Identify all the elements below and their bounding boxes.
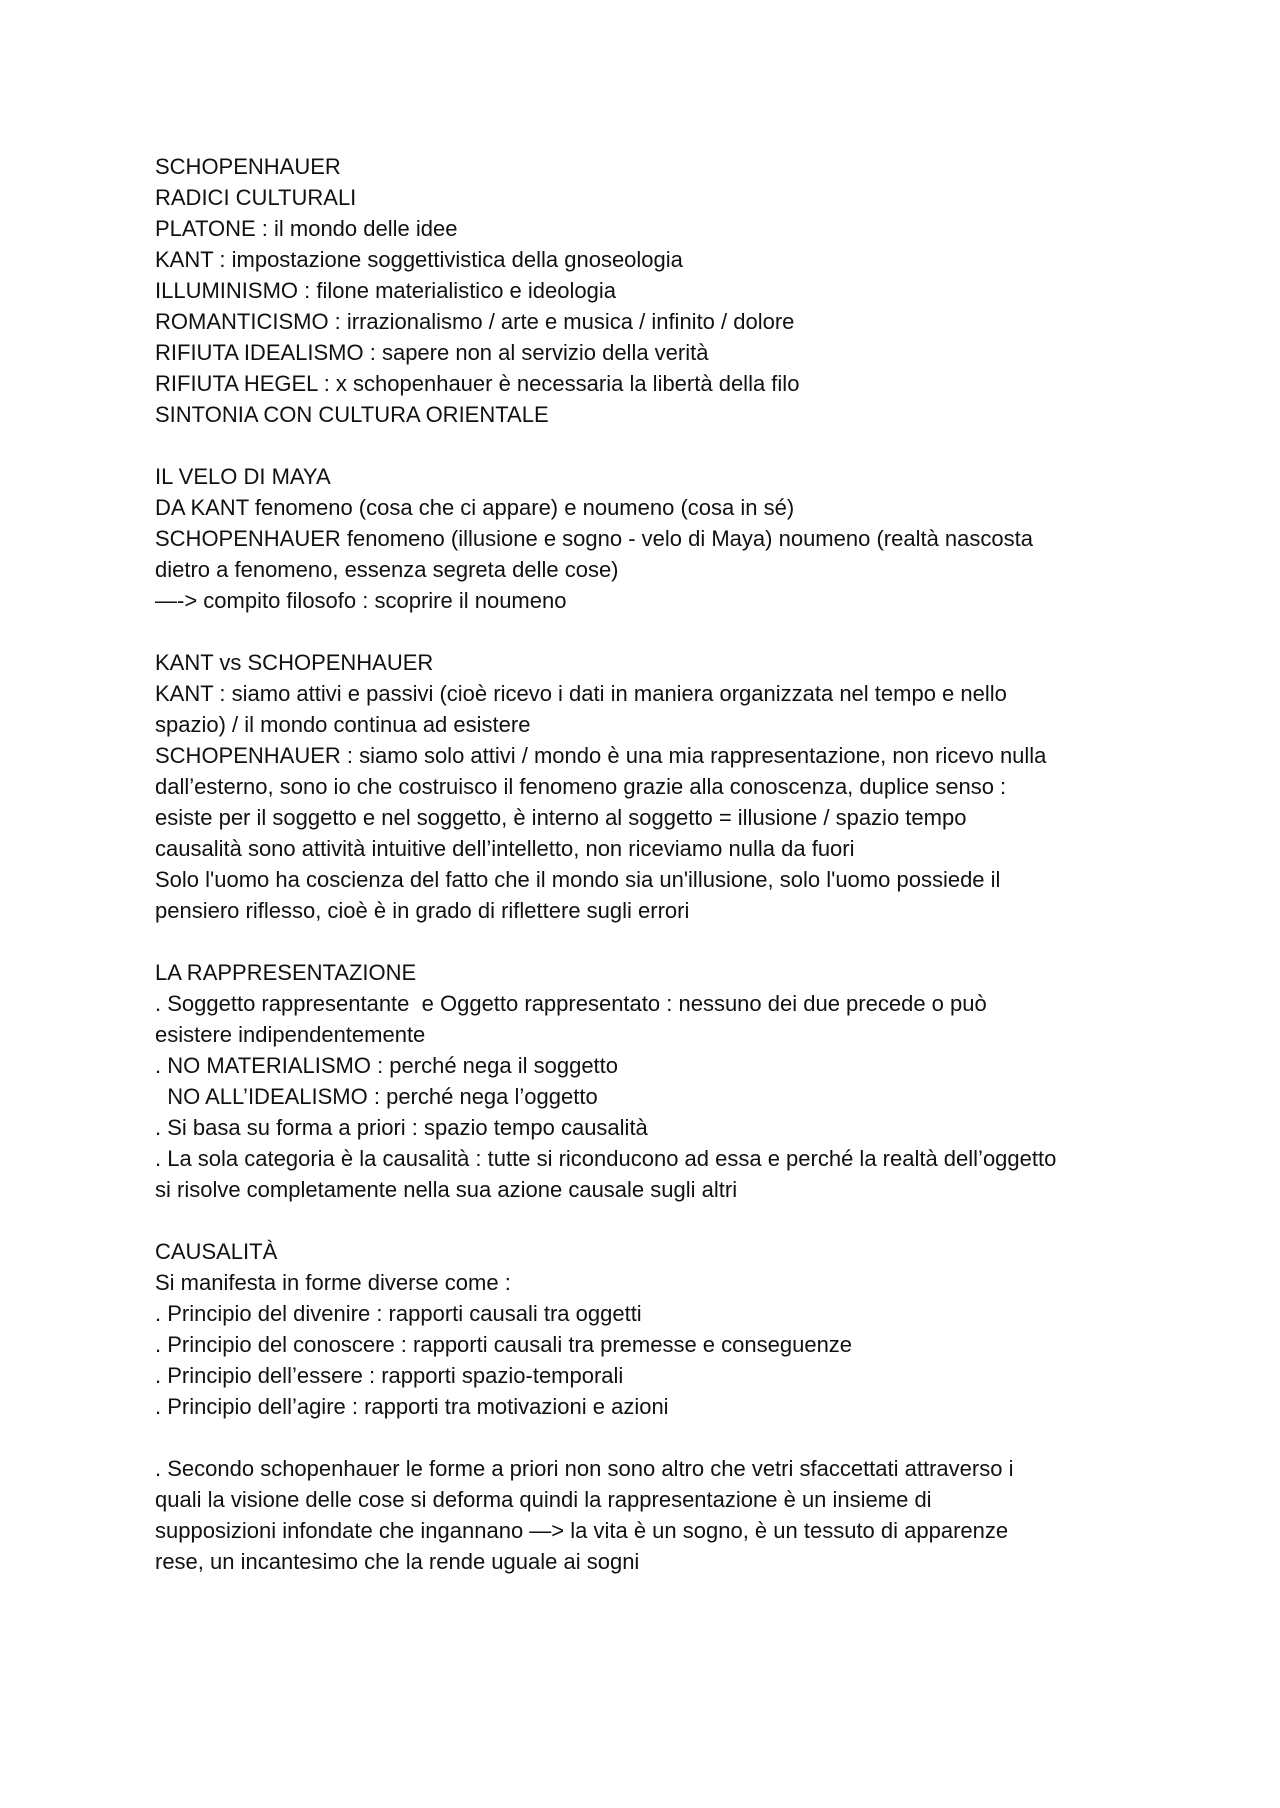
text-line: rese, un incantesimo che la rende uguale ai sogni <box>155 1549 640 1574</box>
text-line: quali la visione delle cose si deforma quindi la rappresentazione è un insieme di <box>155 1487 932 1512</box>
document-page <box>155 151 1155 1577</box>
blank-line <box>155 1422 1155 1453</box>
text-line: . Principio dell’essere : rapporti spazio-temporali <box>155 1363 624 1388</box>
text-line: . Principio del conoscere : rapporti causali tra premesse e conseguenze <box>155 1332 853 1357</box>
text-line: NO ALL’IDEALISMO : perché nega l’oggetto <box>155 1084 598 1109</box>
text-line: RIFIUTA HEGEL : x schopenhauer è necessaria la libertà della filo <box>155 371 800 396</box>
section-heading: LA RAPPRESENTAZIONE <box>155 960 417 985</box>
text-line: SCHOPENHAUER fenomeno (illusione e sogno - velo di Maya) noumeno (realtà nascosta <box>155 526 1033 551</box>
text-line: . Principio del divenire : rapporti causali tra oggetti <box>155 1301 642 1326</box>
text-line: KANT : siamo attivi e passivi (cioè ricevo i dati in maniera organizzata nel tempo e nello <box>155 681 1007 706</box>
text-line: . Si basa su forma a priori : spazio tempo causalità <box>155 1115 648 1140</box>
text-line: spazio) / il mondo continua ad esistere <box>155 712 531 737</box>
text-line: ROMANTICISMO : irrazionalismo / arte e musica / infinito / dolore <box>155 309 795 334</box>
text-line: . Secondo schopenhauer le forme a priori non sono altro che vetri sfaccettati attraverso i <box>155 1456 1014 1481</box>
blank-line <box>155 926 1155 957</box>
section-heading: KANT vs SCHOPENHAUER <box>155 650 434 675</box>
text-line: Solo l'uomo ha coscienza del fatto che il mondo sia un'illusione, solo l'uomo possiede il <box>155 867 1001 892</box>
text-line: dietro a fenomeno, essenza segreta delle cose) <box>155 557 619 582</box>
text-line: . Principio dell’agire : rapporti tra motivazioni e azioni <box>155 1394 669 1419</box>
text-line: DA KANT fenomeno (cosa che ci appare) e noumeno (cosa in sé) <box>155 495 795 520</box>
blank-line <box>155 616 1155 647</box>
text-line: RIFIUTA IDEALISMO : sapere non al servizio della verità <box>155 340 709 365</box>
text-line: esistere indipendentemente <box>155 1022 426 1047</box>
blank-line <box>155 430 1155 461</box>
doc-title: SCHOPENHAUER <box>155 154 341 179</box>
text-line: . NO MATERIALISMO : perché nega il soggetto <box>155 1053 619 1078</box>
text-line: KANT : impostazione soggettivistica della gnoseologia <box>155 247 683 272</box>
text-line: supposizioni infondate che ingannano —> la vita è un sogno, è un tessuto di apparenze <box>155 1518 1009 1543</box>
text-line: si risolve completamente nella sua azione causale sugli altri <box>155 1177 738 1202</box>
section-heading: IL VELO DI MAYA <box>155 464 331 489</box>
text-line: Si manifesta in forme diverse come : <box>155 1270 511 1295</box>
text-line: SCHOPENHAUER : siamo solo attivi / mondo è una mia rappresentazione, non ricevo nulla <box>155 743 1047 768</box>
text-line: —-> compito filosofo : scoprire il noumeno <box>155 588 567 613</box>
text-line: causalità sono attività intuitive dell’intelletto, non riceviamo nulla da fuori <box>155 836 855 861</box>
text-line: esiste per il soggetto e nel soggetto, è interno al soggetto = illusione / spazio tempo <box>155 805 967 830</box>
text-line: ILLUMINISMO : filone materialistico e ideologia <box>155 278 616 303</box>
text-line: SINTONIA CON CULTURA ORIENTALE <box>155 402 549 427</box>
text-line: . La sola categoria è la causalità : tutte si riconducono ad essa e perché la realtà dell’oggetto <box>155 1146 1057 1171</box>
text-line: . Soggetto rappresentante e Oggetto rappresentato : nessuno dei due precede o può <box>155 991 987 1016</box>
section-heading: RADICI CULTURALI <box>155 185 357 210</box>
section-heading: CAUSALITÀ <box>155 1239 278 1264</box>
text-line: pensiero riflesso, cioè è in grado di riflettere sugli errori <box>155 898 690 923</box>
blank-line <box>155 1205 1155 1236</box>
text-line: PLATONE : il mondo delle idee <box>155 216 458 241</box>
text-line: dall’esterno, sono io che costruisco il fenomeno grazie alla conoscenza, duplice senso : <box>155 774 1007 799</box>
